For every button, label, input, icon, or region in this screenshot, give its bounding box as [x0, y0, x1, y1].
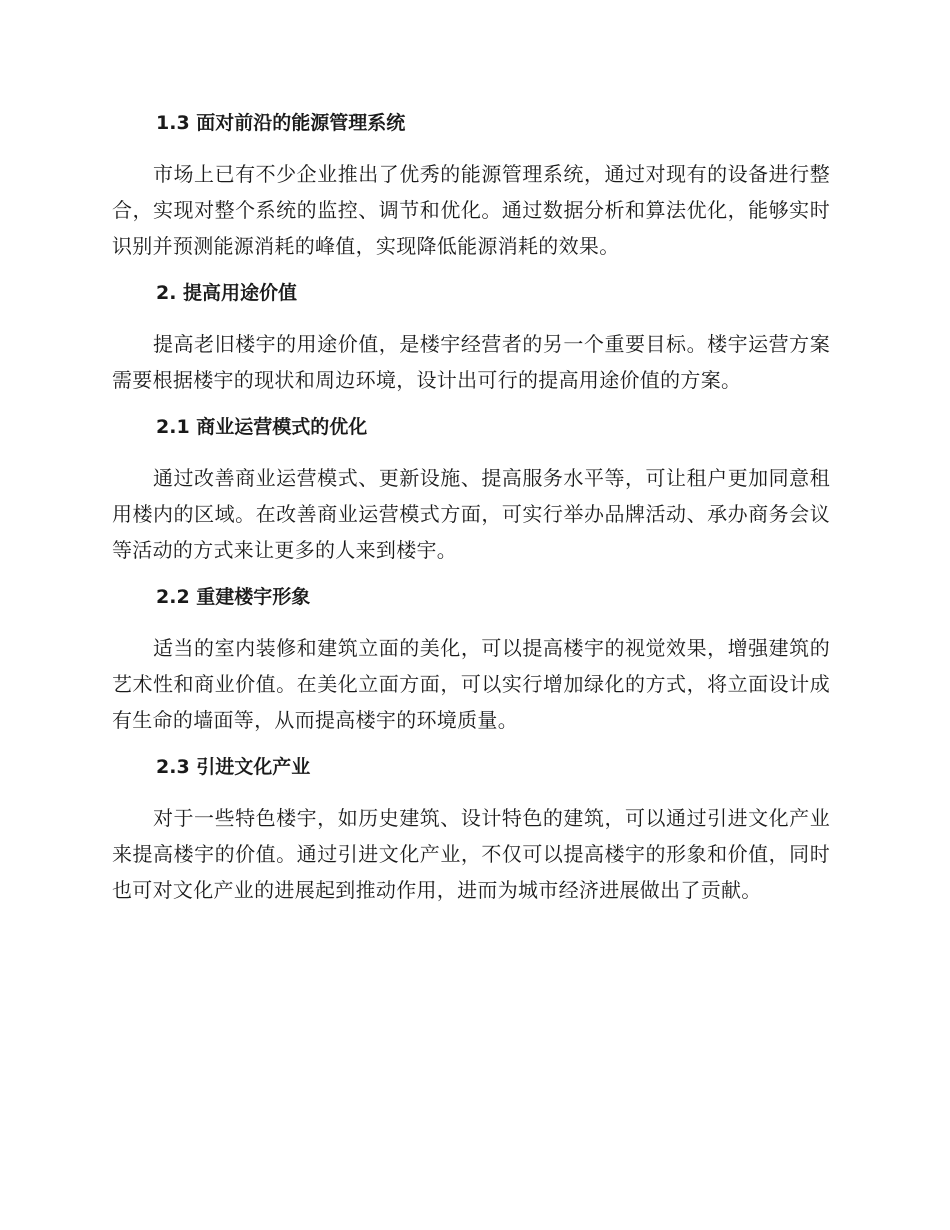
- section-heading-2-1: 2.1 商业运营模式的优化: [156, 416, 368, 438]
- section-paragraph-2-1: 通过改善商业运营模式、更新设施、提高服务水平等，可让租户更加同意租用楼内的区域。在改善商业运营模式方面，可实行举办品牌活动、承办商务会议等活动的方式来让更多的人来到楼宇。: [112, 466, 830, 562]
- section-heading-2: 2. 提高用途价值: [156, 282, 298, 304]
- section-paragraph-2-2: 适当的室内装修和建筑立面的美化，可以提高楼宇的视觉效果，增强建筑的艺术性和商业价值。在美化立面方面，可以实行增加绿化的方式，将立面设计成有生命的墙面等，从而提高楼宇的环境质量。: [112, 636, 830, 732]
- section-paragraph-2: 提高老旧楼宇的用途价值，是楼宇经营者的另一个重要目标。楼宇运营方案需要根据楼宇的现状和周边环境，设计出可行的提高用途价值的方案。: [112, 332, 830, 392]
- section-paragraph-1-3: 市场上已有不少企业推出了优秀的能源管理系统，通过对现有的设备进行整合，实现对整个系统的监控、调节和优化。通过数据分析和算法优化，能够实时识别并预测能源消耗的峰值，实现降低能源消耗的效果。: [112, 162, 830, 258]
- section-heading-2-3: 2.3 引进文化产业: [156, 756, 311, 778]
- section-paragraph-2-3: 对于一些特色楼宇，如历史建筑、设计特色的建筑，可以通过引进文化产业来提高楼宇的价值。通过引进文化产业，不仅可以提高楼宇的形象和价值，同时也可对文化产业的进展起到推动作用，进而为城市经济进展做出了贡献。: [112, 806, 830, 902]
- document-page: [112, 110, 830, 924]
- section-heading-1-3: 1.3 面对前沿的能源管理系统: [156, 112, 406, 134]
- section-heading-2-2: 2.2 重建楼宇形象: [156, 586, 311, 608]
